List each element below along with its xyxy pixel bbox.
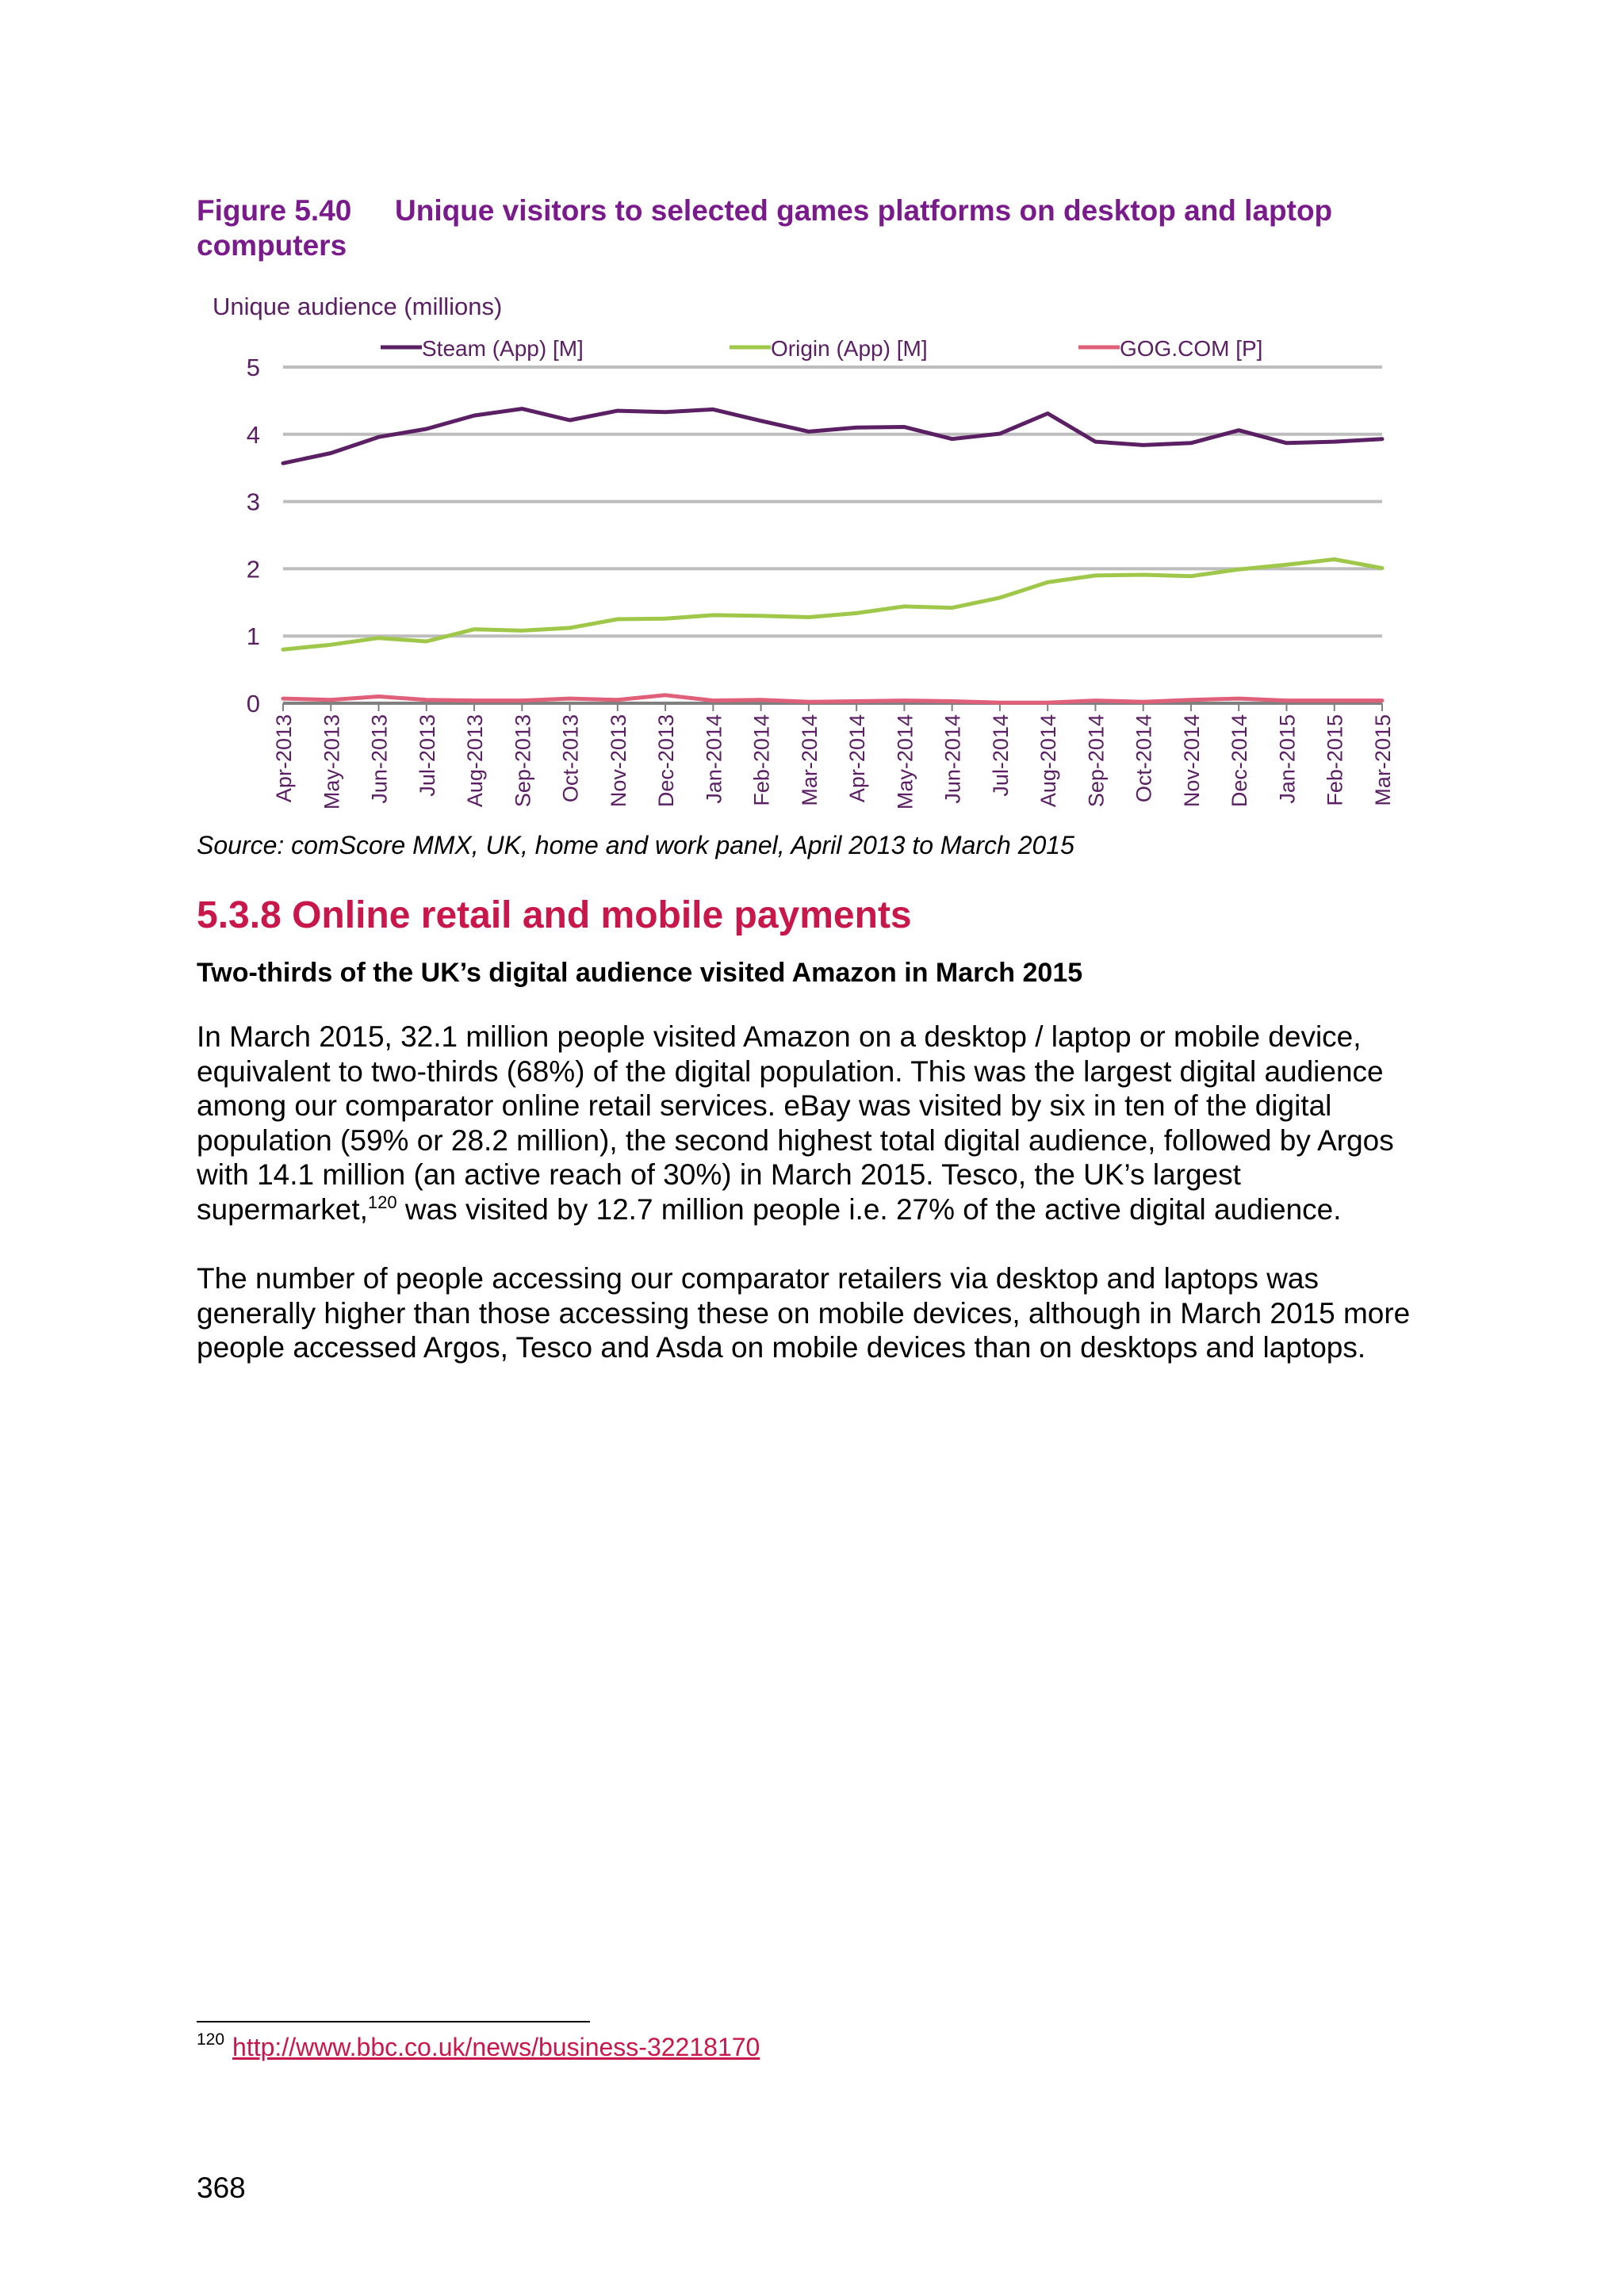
data-point (426, 699, 427, 700)
x-tick-label: Dec-2014 (1228, 714, 1252, 808)
y-tick-label: 2 (246, 555, 260, 584)
y-axis-ticks (247, 354, 260, 718)
y-tick-label: 1 (246, 622, 260, 651)
y-axis-label: Unique audience (millions) (213, 293, 503, 320)
data-point (522, 630, 523, 631)
x-tick-label: May-2014 (893, 714, 917, 810)
data-point (1286, 700, 1287, 701)
x-tick-label: Oct-2013 (558, 714, 583, 803)
x-tick-label: Apr-2013 (272, 714, 296, 803)
figure-source: Source: comScore MMX, UK, home and work panel, April 2013 to March 2015 (197, 831, 1074, 859)
x-tick-label: Aug-2014 (1036, 714, 1061, 808)
x-tick-label: Aug-2013 (463, 714, 488, 808)
footnote (197, 2031, 760, 2063)
data-point (282, 649, 283, 650)
series-lines (282, 408, 1382, 703)
x-tick-label: Jan-2014 (702, 714, 726, 804)
data-point (1286, 564, 1287, 565)
data-point (760, 699, 761, 700)
x-tick-label: May-2013 (320, 714, 344, 810)
data-point (808, 617, 809, 618)
data-point (1190, 699, 1191, 700)
data-point (378, 696, 379, 697)
x-tick-label: Nov-2013 (606, 714, 630, 808)
data-point (1095, 575, 1096, 576)
x-tick-label: Jun-2013 (367, 714, 392, 804)
page-number: 368 (197, 2172, 246, 2204)
data-point (473, 700, 474, 701)
y-tick-label: 0 (246, 690, 260, 718)
paragraph-2: The number of people accessing our comparator retailers via desktop and laptops was generally higher than those accessing these on mobile devices, although in March 2015 more people accessed Argos, Tesco and Asda on mobile devices than on desktops and laptops. (197, 1262, 1411, 1364)
legend-label: Steam (App) [M] (422, 336, 584, 361)
data-point (808, 431, 809, 432)
data-point (426, 428, 427, 429)
legend-label: Origin (App) [M] (771, 336, 928, 361)
data-point (856, 701, 857, 702)
x-tick-label: Apr-2014 (845, 714, 870, 803)
data-point (282, 463, 283, 464)
y-tick-label: 5 (246, 354, 260, 381)
data-point (617, 618, 618, 619)
figure-number: Figure 5.40 (197, 194, 352, 227)
legend-label: GOG.COM [P] (1120, 336, 1263, 361)
data-point (856, 613, 857, 614)
legend (381, 336, 1262, 361)
data-point (713, 614, 714, 615)
footnote-link[interactable]: http://www.bbc.co.uk/news/business-32218170 (232, 2033, 760, 2061)
data-point (1286, 442, 1287, 443)
paragraph-1-text-b: was visited by 12.7 million people i.e. 27% of the active digital audience. (396, 1192, 1342, 1226)
data-point (378, 637, 379, 638)
data-point (522, 700, 523, 701)
footnote-number: 120 (197, 2030, 225, 2049)
x-tick-label: Oct-2014 (1132, 714, 1156, 803)
footnote-reference[interactable]: 120 (367, 1192, 397, 1212)
paragraph-1 (197, 1020, 1434, 1226)
x-axis-ticks (272, 703, 1395, 809)
x-tick-label: Feb-2015 (1323, 714, 1347, 806)
data-point (569, 627, 570, 628)
data-point (760, 615, 761, 616)
data-point (1334, 559, 1335, 560)
y-tick-label: 3 (246, 488, 260, 516)
data-point (760, 420, 761, 421)
data-point (1190, 442, 1191, 443)
x-tick-label: Jul-2013 (415, 714, 439, 797)
x-tick-label: Jan-2015 (1275, 714, 1300, 804)
data-point (522, 408, 523, 409)
data-point (904, 700, 905, 701)
data-point (856, 427, 857, 428)
x-tick-label: Jul-2014 (988, 714, 1013, 797)
data-point (999, 702, 1000, 703)
data-point (1095, 700, 1096, 701)
x-tick-label: Sep-2014 (1084, 714, 1109, 808)
figure-caption: Unique visitors to selected games platforms on desktop and laptop computers (197, 194, 1333, 262)
data-point (713, 700, 714, 701)
data-point (1381, 700, 1382, 701)
data-point (999, 433, 1000, 434)
series-line (283, 695, 1382, 702)
paragraph-1-text-a: In March 2015, 32.1 million people visited Amazon on a desktop / laptop or mobile device, equivalent to two-thirds (68%) of the digital population. This was the largest digital audience among our comparator online retail services. eBay was visited by six in ten of the digital population (59% or 28.2 million), the second highest total digital audience, followed by Argos with 14.1 million (an active reach of 30%) in March 2015. Tesco, the UK’s largest supermarket, (197, 1020, 1394, 1226)
line-chart (0, 0, 1624, 832)
x-tick-label: Mar-2015 (1371, 714, 1395, 806)
data-point (569, 419, 570, 420)
data-point (1381, 438, 1382, 439)
data-point (1334, 700, 1335, 701)
data-point (904, 606, 905, 607)
gridlines (283, 367, 1382, 703)
data-point (999, 597, 1000, 598)
x-tick-label: Mar-2014 (797, 714, 822, 806)
x-tick-label: Nov-2014 (1179, 714, 1204, 808)
y-tick-label: 4 (246, 420, 260, 449)
x-tick-label: Feb-2014 (749, 714, 774, 806)
footnote-divider (197, 2021, 590, 2022)
data-point (713, 409, 714, 410)
series-line (283, 409, 1382, 464)
x-tick-label: Sep-2013 (511, 714, 535, 808)
x-tick-label: Jun-2014 (940, 714, 965, 804)
data-point (378, 437, 379, 438)
section-subheading: Two-thirds of the UK’s digital audience visited Amazon in March 2015 (197, 958, 1083, 988)
section-heading: 5.3.8 Online retail and mobile payments (197, 894, 912, 936)
x-tick-label: Dec-2013 (654, 714, 679, 808)
data-point (617, 699, 618, 700)
